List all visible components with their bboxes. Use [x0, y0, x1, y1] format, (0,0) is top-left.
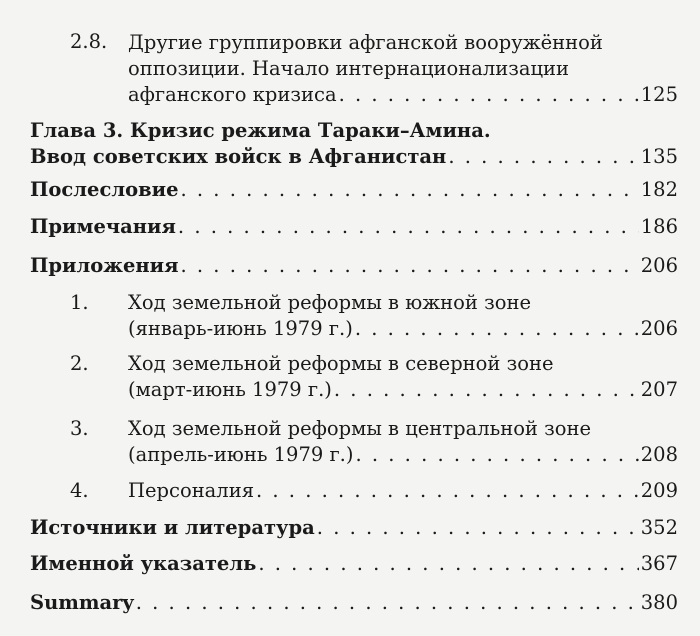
page-number: 206 [640, 317, 678, 340]
dot-leader [355, 316, 639, 342]
entry-text-line: Ход земельной реформы в северной зоне [128, 352, 554, 375]
entry-number: 1. [70, 291, 89, 314]
entry-text-line: афганского кризиса [128, 83, 337, 106]
dot-leader [258, 551, 638, 577]
chapter-title-line: Глава 3. Кризис режима Тараки–Амина. [30, 119, 491, 142]
entry-text-line: оппозиции. Начало интернационализации [128, 57, 570, 80]
page-number: 206 [640, 254, 678, 277]
dot-leader [355, 442, 638, 468]
entry-number: 3. [70, 417, 89, 440]
entry-text-line: Другие группировки афганской вооружённой [128, 31, 603, 54]
page-number: 135 [640, 145, 678, 168]
entry-text-line: Ход земельной реформы в центральной зоне [128, 417, 592, 440]
entry-text-line: (март-июнь 1979 г.) [128, 378, 332, 401]
dot-leader [181, 253, 639, 279]
toc-entry-name-index [30, 551, 678, 577]
toc-entry-line [128, 82, 678, 108]
page-number: 207 [640, 378, 678, 401]
entry-text-line: Ход земельной реформы в южной зоне [128, 291, 531, 314]
toc-entry-line [128, 316, 678, 342]
toc-entry-line [30, 144, 678, 170]
toc-entry-afterword [30, 177, 678, 203]
page-number: 367 [640, 552, 678, 575]
toc-entry-appendices [30, 253, 678, 279]
entry-title: Именной указатель [30, 552, 257, 575]
dot-leader [181, 177, 639, 203]
dot-leader [317, 515, 639, 541]
entry-text-line: (январь-июнь 1979 г.) [128, 317, 353, 340]
page-number: 182 [640, 178, 678, 201]
toc-entry-line [128, 377, 678, 403]
toc-entry-sources [30, 515, 678, 541]
page-number: 186 [640, 215, 678, 238]
entry-text-line: Персоналия [128, 479, 254, 502]
entry-title: Примечания [30, 215, 176, 238]
entry-number: 2.8. [70, 30, 108, 53]
toc-entry-notes [30, 214, 678, 240]
dot-leader [448, 144, 638, 170]
entry-text-line: (апрель-июнь 1979 г.) [128, 443, 354, 466]
page-number: 352 [640, 516, 678, 539]
page-number: 209 [640, 479, 678, 502]
toc-entry-line [128, 442, 678, 468]
toc-entry-summary [30, 590, 678, 616]
entry-title: Послесловие [30, 178, 179, 201]
toc-entry-line [128, 478, 678, 504]
entry-number: 2. [70, 352, 89, 375]
entry-number: 4. [70, 479, 89, 502]
entry-title: Источники и литература [30, 516, 315, 539]
chapter-title-line: Ввод советских войск в Афганистан [30, 145, 447, 168]
entry-title: Приложения [30, 254, 179, 277]
page-number: 125 [640, 83, 678, 106]
page-number: 380 [640, 591, 678, 614]
entry-title: Summary [30, 591, 134, 614]
page-number: 208 [640, 443, 678, 466]
dot-leader [256, 478, 639, 504]
dot-leader [178, 214, 639, 240]
dot-leader [136, 590, 639, 616]
dot-leader [334, 377, 639, 403]
dot-leader [339, 82, 639, 108]
